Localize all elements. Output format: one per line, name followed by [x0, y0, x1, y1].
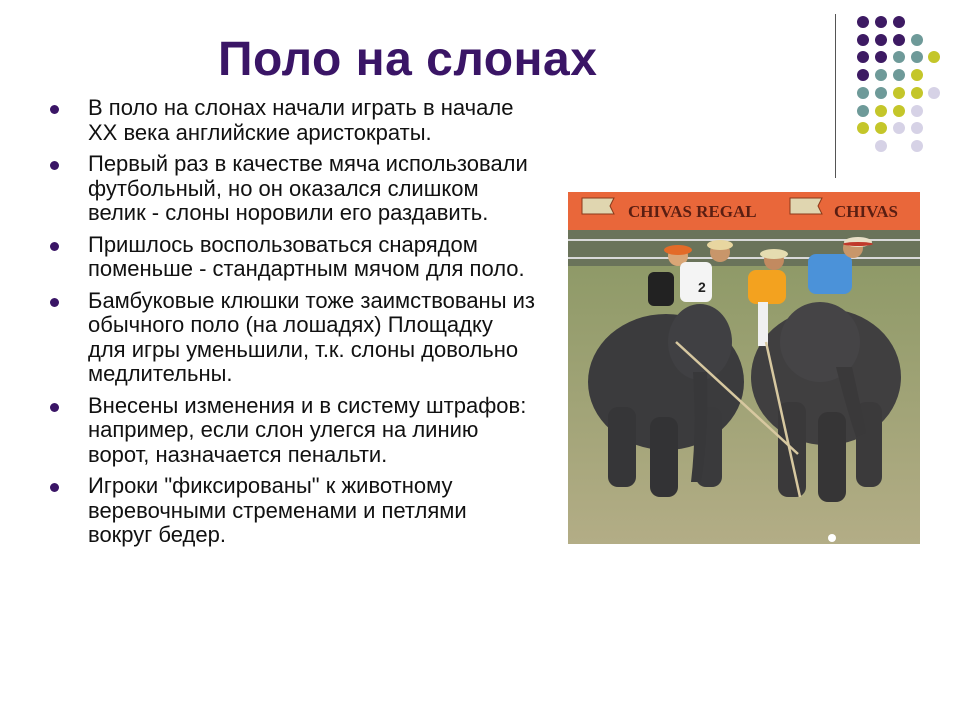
bullet-item — [50, 394, 535, 468]
banner-text-right: CHIVAS — [834, 202, 898, 221]
bullet-item — [50, 289, 535, 387]
decorative-dot-grid — [850, 12, 940, 162]
divider-line — [835, 14, 836, 178]
bullet-item — [50, 96, 535, 145]
bullet-dot-icon — [50, 161, 59, 170]
bullet-text: Пришлось воспользоваться снарядом поменьше - стандартным мячом для поло. — [88, 231, 525, 281]
photo-illustration — [568, 192, 920, 544]
bullet-list — [50, 96, 535, 555]
bullet-text: Игроки "фиксированы" к животному веревочными стременами и петлями вокруг бедер. — [88, 473, 467, 547]
bullet-text: В поло на слонах начали играть в начале XX века английские аристократы. — [88, 95, 514, 145]
player-number: 2 — [698, 279, 706, 295]
slide-title: Поло на слонах — [218, 33, 598, 86]
bullet-item — [50, 233, 535, 282]
bullet-item — [50, 152, 535, 226]
bullet-text: Первый раз в качестве мяча использовали футбольный, но он оказался слишком велик - слоны норовили его раздавить. — [88, 151, 528, 225]
bullet-dot-icon — [50, 105, 59, 114]
bullet-dot-icon — [50, 298, 59, 307]
bullet-dot-icon — [50, 483, 59, 492]
bullet-dot-icon — [50, 403, 59, 412]
bullet-dot-icon — [50, 242, 59, 251]
elephant-polo-photo — [568, 192, 920, 544]
polo-ball — [828, 534, 836, 542]
bullet-text: Бамбуковые клюшки тоже заимствованы из обычного поло (на лошадях) Площадку для игры уменьшили, т.к. слоны довольно медлительны. — [88, 287, 536, 386]
bullet-item — [50, 474, 535, 548]
bullet-text: Внесены изменения и в систему штрафов: например, если слон улегся на линию ворот, назначается пенальти. — [88, 392, 527, 467]
banner-text: CHIVAS REGAL — [628, 202, 757, 221]
